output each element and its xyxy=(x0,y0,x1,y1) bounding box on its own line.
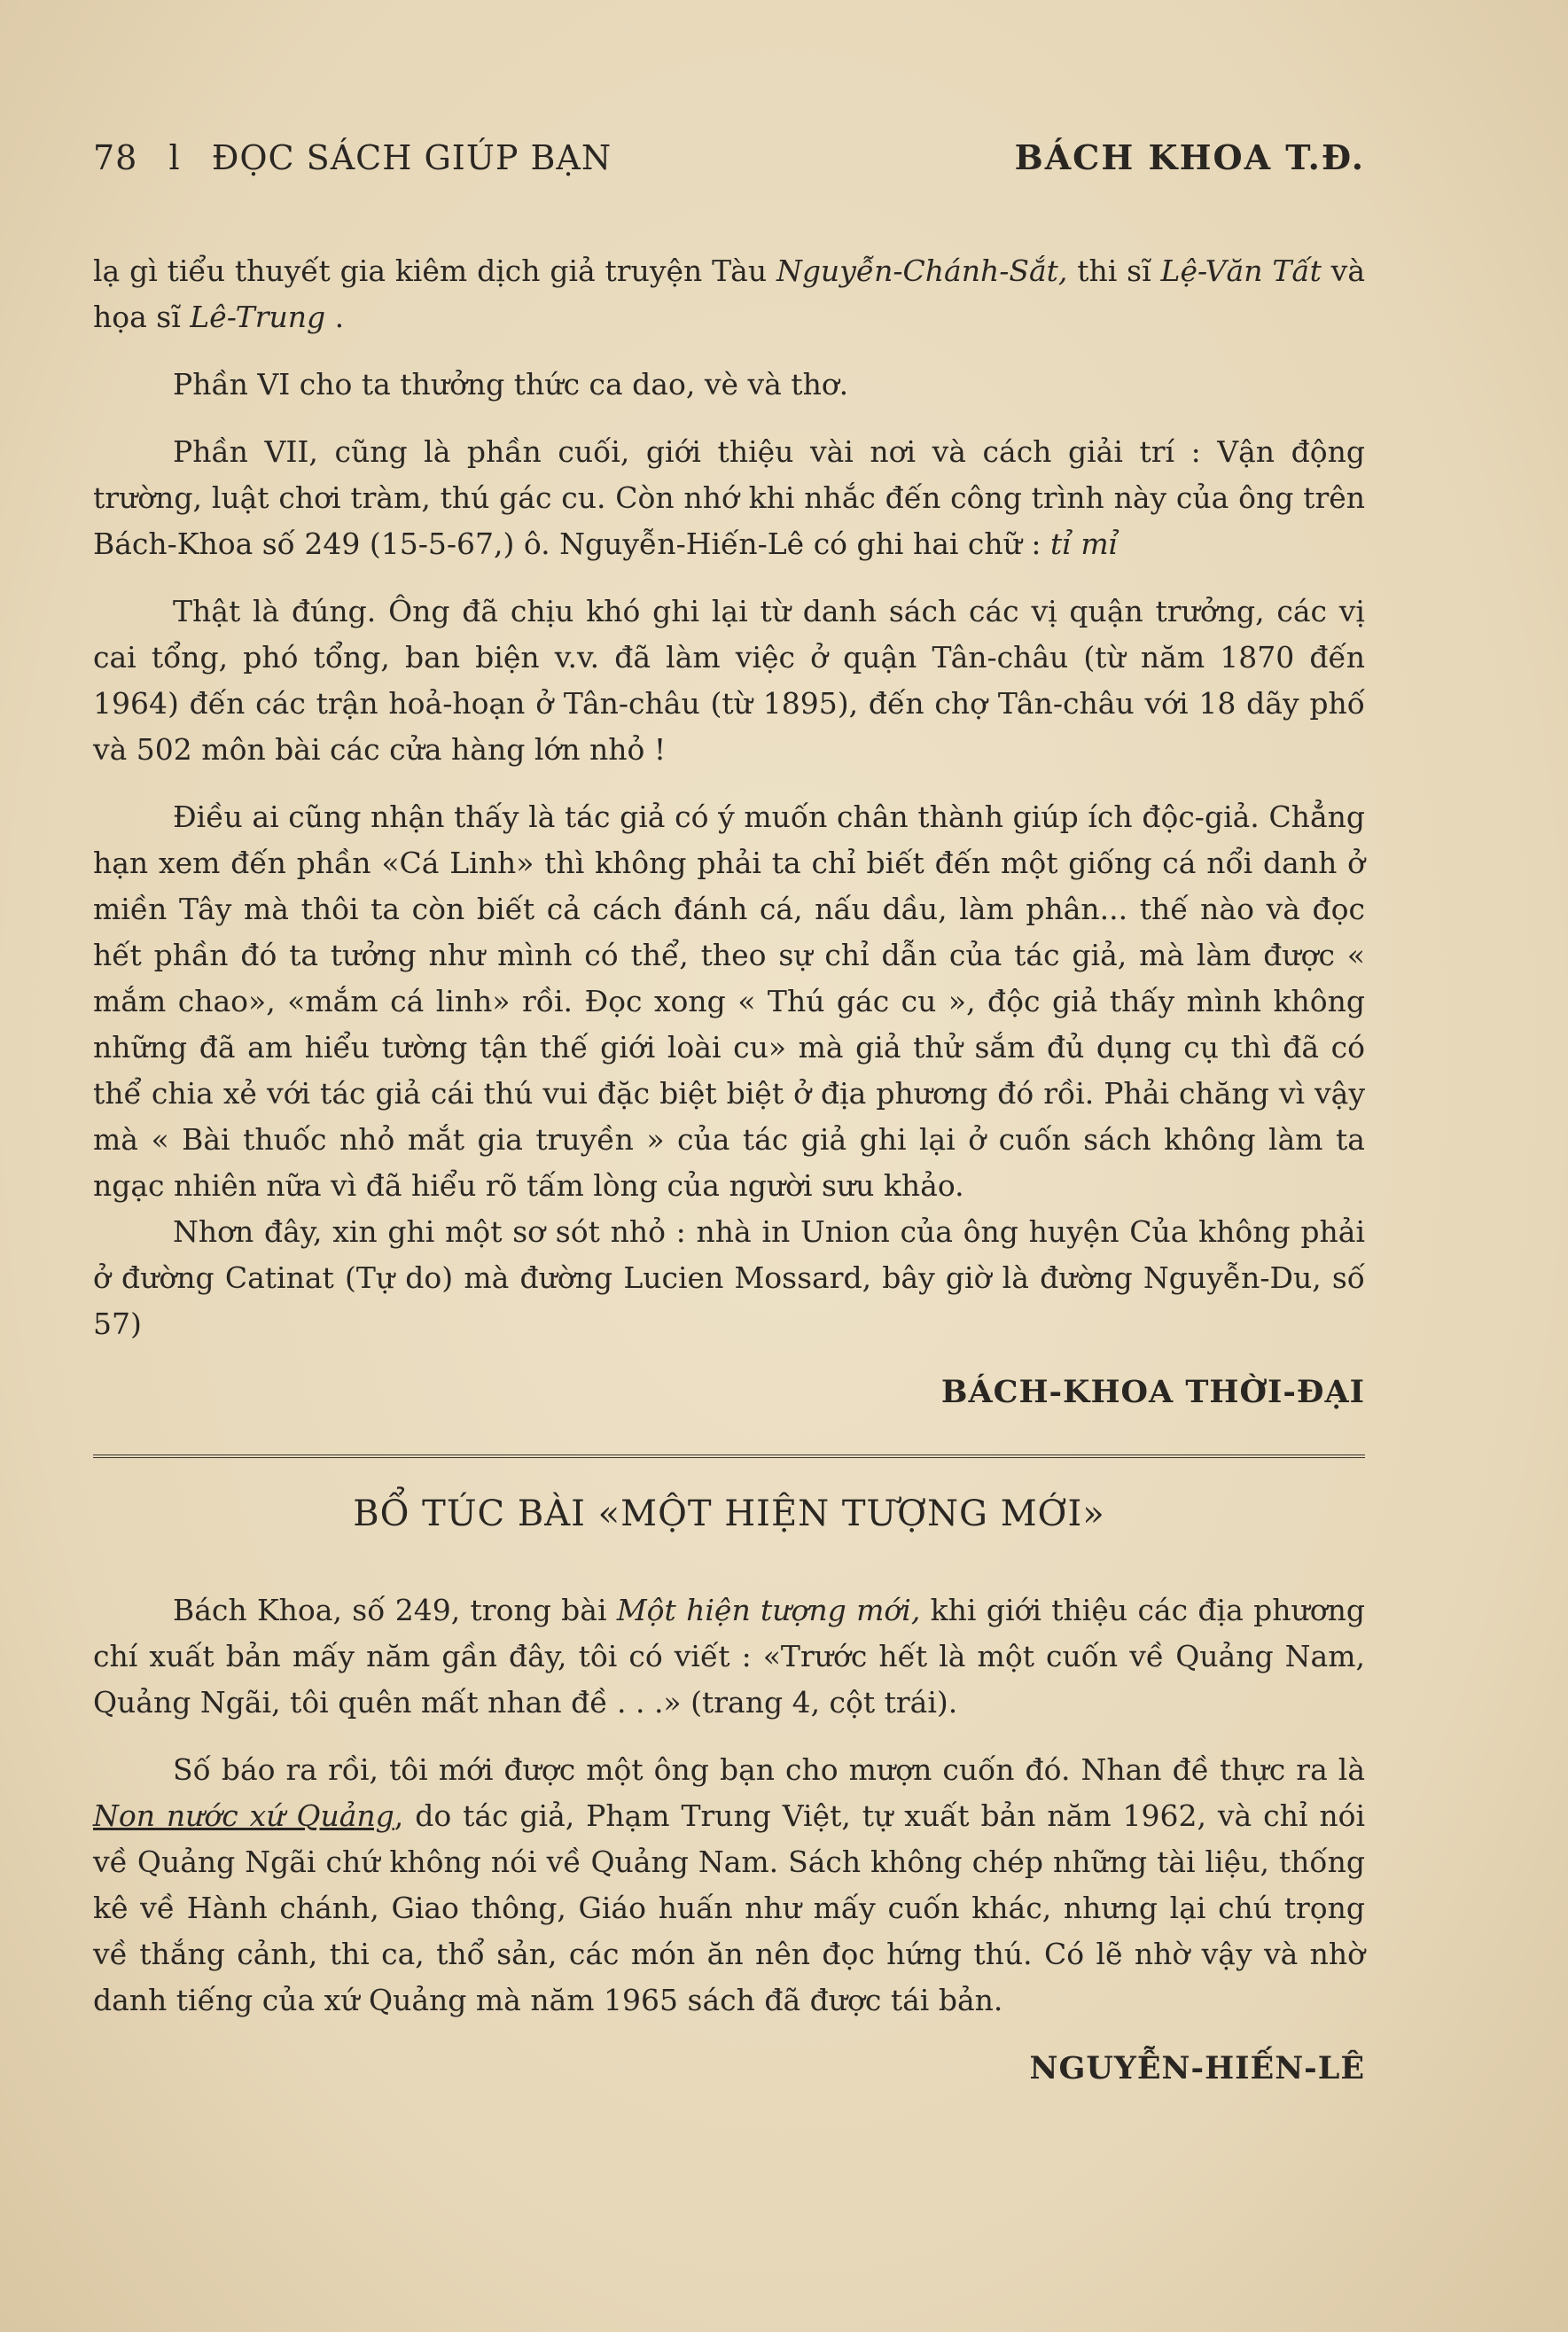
text-run: Số báo ra rồi, tôi mới được một ông bạn cho mượn cuốn đó. Nhan đề thực ra là xyxy=(173,1752,1365,1787)
header-separator: l xyxy=(168,138,181,177)
review-paragraph-5: Điều ai cũng nhận thấy là tác giả có ý muốn chân thành giúp ích độc-giả. Chẳng hạn xem đến phần «Cá Linh» thì không phải ta chỉ biết đến một giống cá nổi danh ở miền Tây mà thôi ta còn biết cả cách đánh cá, nấu dầu, làm phân... thế nào và đọc hết phần đó ta tưởng như mình có thể, theo sự chỉ dẫn của tác giả, mà làm được « mắm chao», «mắm cá linh» rồi. Đọc xong « Thú gác cu », độc giả thấy mình không những đã am hiểu tường tận thế giới loài cu» mà giả thử sắm đủ dụng cụ thì đã có thể chia xẻ với tác giả cái thú vui đặc biệt biệt ở địa phương đó rồi. Phải chăng vì vậy mà « Bài thuốc nhỏ mắt gia truyền » của tác giả ghi lại ở cuốn sách không làm ta ngạc nhiên nữa vì đã hiểu rõ tấm lòng của người sưu khảo. xyxy=(93,799,1365,1203)
review-paragraph-6: Nhơn đây, xin ghi một sơ sót nhỏ : nhà in Union của ông huyện Của không phải ở đường Catinat (Tự do) mà đường Lucien Mossard, bây giờ là đường Nguyễn-Du, số 57) xyxy=(93,1214,1365,1341)
addendum-title: BỔ TÚC BÀI «MỘT HIỆN TƯỢNG MỚI» xyxy=(353,1494,1105,1534)
emphasis: tỉ mỉ xyxy=(1050,526,1119,561)
text-run: và họa sĩ xyxy=(93,253,1365,334)
addendum-signature: NGUYỄN-HIẾN-LÊ xyxy=(1029,2050,1365,2086)
text-run: , do tác giả, Phạm Trung Việt, tự xuất bản năm 1962, và chỉ nói về Quảng Ngãi chứ không nói về Quảng Nam. Sách không chép những tài liệu, thống kê về Hành chánh, Giao thông, Giáo huấn như mấy cuốn khác, nhưng lại chú trọng về thắng cảnh, thi ca, thổ sản, các món ăn nên đọc hứng thú. Có lẽ nhờ vậy và nhờ danh tiếng của xứ Quảng mà năm 1965 sách đã được tái bản. xyxy=(93,1798,1366,2017)
addendum-paragraph-2 xyxy=(93,1747,1365,2024)
section-divider xyxy=(93,1455,1365,1458)
poet-name: Lệ-Văn Tất xyxy=(1160,253,1322,288)
magazine-name: BÁCH KHOA T.Đ. xyxy=(1014,137,1365,177)
article-title: Một hiện tượng mới, xyxy=(616,1593,921,1627)
review-paragraph-3 xyxy=(93,429,1365,567)
review-paragraph-2: Phần VI cho ta thưởng thức ca dao, vè và thơ. xyxy=(173,367,849,402)
text-run: . xyxy=(325,300,345,334)
page-number: 78 xyxy=(93,138,138,177)
text-run: khi giới thiệu các địa phương chí xuất bản mấy năm gần đây, tôi có viết : «Trước hết là một cuốn về Quảng Nam, Quảng Ngãi, tôi quên mất nhan đề . . .» (trang 4, cột trái). xyxy=(93,1593,1365,1720)
header-left xyxy=(93,138,631,177)
addendum-paragraph-1 xyxy=(93,1587,1365,1726)
text-run: Bách Khoa, số 249, trong bài xyxy=(173,1593,617,1627)
review-paragraph-4: Thật là đúng. Ông đã chịu khó ghi lại từ danh sách các vị quận trưởng, các vị cai tổng, phó tổng, ban biện v.v. đã làm việc ở quận Tân-châu (từ năm 1870 đến 1964) đến các trận hoả-hoạn ở Tân-châu (từ 1895), đến chợ Tân-châu với 18 dãy phố và 502 môn bài các cửa hàng lớn nhỏ ! xyxy=(93,594,1365,767)
review-paragraph-1 xyxy=(93,248,1365,340)
running-header xyxy=(93,137,1365,177)
painter-name: Lê-Trung xyxy=(190,300,326,334)
author-name: Nguyễn-Chánh-Sắt, xyxy=(776,253,1068,288)
text-run: thi sĩ xyxy=(1067,253,1161,288)
book-title: Non nước xứ Quảng xyxy=(93,1798,394,1833)
review-signature: BÁCH-KHOA THỜI-ĐẠI xyxy=(940,1374,1365,1410)
text-run: Phần VII, cũng là phần cuối, giới thiệu vài nơi và cách giải trí : Vận động trường, luật chơi tràm, thú gác cu. Còn nhớ khi nhắc đến công trình này của ông trên Bách-Khoa số 249 (15-5-67,) ô. Nguyễn-Hiến-Lê có ghi hai chữ : xyxy=(93,434,1365,561)
text-run: lạ gì tiểu thuyết gia kiêm dịch giả truyện Tàu xyxy=(93,253,776,288)
section-name: ĐỌC SÁCH GIÚP BẠN xyxy=(211,138,612,177)
page-content xyxy=(93,137,1365,2086)
